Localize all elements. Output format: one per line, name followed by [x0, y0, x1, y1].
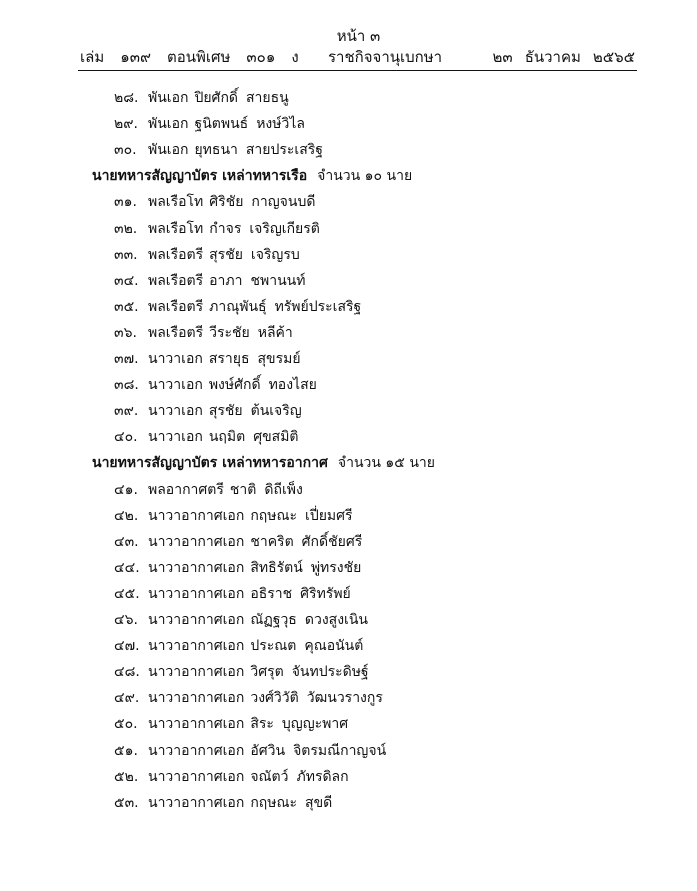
publication-title: ราชกิจจานุเบกษา: [328, 48, 443, 66]
entry-rank: นาวาอากาศเอก: [148, 612, 245, 628]
list-item: [114, 219, 320, 239]
entry-number: ๓๓.: [114, 247, 138, 263]
entry-first-name: ชาคริต: [250, 534, 294, 550]
entry-last-name: วัฒนวรางกูร: [306, 690, 383, 706]
entry-last-name: กาญจนบดี: [251, 194, 316, 210]
header-divider: [78, 70, 637, 71]
list-item: [114, 793, 332, 813]
entry-last-name: คุณอนันต์: [304, 638, 364, 654]
entry-first-name: สุรชัย: [209, 247, 243, 263]
entry-first-name: พงษ์ศักดิ์: [208, 377, 261, 393]
list-item: [114, 714, 348, 734]
entry-last-name: ดวงสูงเนิน: [304, 612, 368, 628]
entry-rank: นาวาอากาศเอก: [148, 664, 245, 680]
entry-number: ๓๑.: [114, 194, 137, 210]
entry-number: ๓๒.: [114, 221, 138, 237]
entry-rank: นาวาเอก: [148, 351, 203, 367]
entry-number: ๓๕.: [114, 299, 139, 315]
date-year: ๒๕๖๕: [592, 48, 635, 66]
issue-number: ๓๐๑: [246, 48, 276, 66]
entry-first-name: ภาณุพันธุ์: [209, 299, 267, 315]
header-date: [493, 45, 635, 69]
entry-last-name: เจริญรบ: [250, 247, 300, 263]
section-heading: [92, 453, 435, 473]
entry-rank: พลเรือตรี: [148, 273, 204, 289]
entry-last-name: จิตรมณีกาญจน์: [293, 743, 387, 759]
entry-first-name: กฤษณะ: [250, 508, 298, 524]
section-count: จำนวน ๑๕ นาย: [337, 455, 435, 471]
entry-last-name: สายธนู: [246, 90, 289, 106]
entry-first-name: ณัฏฐวุธ: [250, 612, 297, 628]
entry-first-name: สิระ: [250, 716, 274, 732]
entry-rank: นาวาอากาศเอก: [148, 534, 245, 550]
volume-label: เล่ม: [80, 48, 105, 66]
list-item: [114, 401, 302, 421]
entry-rank: พลเรือโท: [148, 221, 204, 237]
list-item: [114, 558, 361, 578]
entry-number: ๔๐.: [114, 429, 138, 445]
entry-last-name: สุขดี: [305, 795, 333, 811]
list-item: [114, 88, 289, 108]
entry-rank: พันเอก: [148, 116, 189, 132]
section-heading: [92, 166, 412, 186]
entry-first-name: สรายุธ: [208, 351, 250, 367]
entry-rank: พลเรือตรี: [148, 325, 204, 341]
list-item: [114, 297, 361, 317]
entry-rank: พันเอก: [148, 90, 189, 106]
entry-number: ๕๒.: [114, 769, 139, 785]
gazette-header: [80, 46, 635, 68]
entry-rank: นาวาอากาศเอก: [148, 716, 245, 732]
list-item: [114, 610, 368, 630]
list-item: [114, 532, 362, 552]
entry-first-name: อธิราช: [250, 586, 293, 602]
entry-number: ๔๓.: [114, 534, 139, 550]
entry-last-name: ศักดิ์ชัยศรี: [301, 534, 363, 550]
list-item: [114, 584, 351, 604]
entry-rank: นาวาอากาศเอก: [148, 508, 245, 524]
entry-first-name: สิทธิรัตน์: [250, 560, 303, 576]
page-number: หน้า ๓: [336, 27, 381, 45]
entry-first-name: ชาติ: [229, 482, 257, 498]
entry-last-name: จันทประดิษฐ์: [291, 664, 369, 680]
entry-first-name: ยุทธนา: [194, 142, 238, 158]
entry-rank: นาวาอากาศเอก: [148, 769, 245, 785]
list-item: [114, 741, 386, 761]
date-day: ๒๓: [492, 48, 513, 66]
entry-first-name: วิศรุต: [250, 664, 284, 680]
entry-last-name: เจริญเกียรติ: [249, 221, 320, 237]
entry-rank: พลเรือตรี: [148, 247, 204, 263]
list-item: [114, 114, 305, 134]
entry-number: ๒๙.: [114, 116, 138, 132]
list-item: [114, 767, 349, 787]
entry-rank: นาวาอากาศเอก: [148, 560, 245, 576]
entry-last-name: บุญญะพาศ: [281, 716, 349, 732]
entry-last-name: สุขรมย์: [257, 351, 301, 367]
entry-number: ๕๑.: [114, 743, 138, 759]
entry-last-name: ดิถีเพ็ง: [264, 482, 303, 498]
entry-number: ๓๗.: [114, 351, 139, 367]
entry-number: ๓๐.: [114, 142, 137, 158]
issue-suffix: ง: [291, 48, 299, 66]
entry-last-name: ศุขสมิติ: [253, 429, 299, 445]
list-item: [114, 271, 305, 291]
entry-last-name: พู่ทรงชัย: [310, 560, 362, 576]
header-volume-issue: [80, 45, 299, 69]
entry-first-name: ปิยศักดิ์: [194, 90, 239, 106]
entry-rank: นาวาอากาศเอก: [148, 743, 245, 759]
list-item: [114, 245, 300, 265]
list-item: [114, 662, 369, 682]
entry-last-name: ภัทรดิลก: [296, 769, 349, 785]
entry-number: ๒๘.: [114, 90, 139, 106]
entry-rank: พลเรือโท: [148, 194, 204, 210]
entry-rank: นาวาอากาศเอก: [148, 638, 245, 654]
entry-last-name: หงษ์วิไล: [256, 116, 305, 132]
list-item: [114, 375, 317, 395]
entry-number: ๓๙.: [114, 403, 139, 419]
entry-first-name: กฤษณะ: [250, 795, 298, 811]
list-item: [114, 506, 353, 526]
section-title: นายทหารสัญญาบัตร เหล่าทหารเรือ: [92, 168, 308, 184]
entry-number: ๔๘.: [114, 664, 140, 680]
list-item: [114, 636, 363, 656]
entry-number: ๓๖.: [114, 325, 137, 341]
entry-last-name: ศิริทรัพย์: [300, 586, 351, 602]
list-item: [114, 140, 323, 160]
date-month: ธันวาคม: [524, 48, 581, 66]
entry-rank: นาวาเอก: [148, 377, 203, 393]
volume-number: ๑๓๙: [120, 48, 151, 66]
entry-number: ๔๕.: [114, 586, 140, 602]
entry-number: ๓๔.: [114, 273, 139, 289]
entry-last-name: เปี่ยมศรี: [305, 508, 353, 524]
entry-rank: พันเอก: [148, 142, 189, 158]
section-title: นายทหารสัญญาบัตร เหล่าทหารอากาศ: [92, 455, 328, 471]
entry-first-name: ศิริชัย: [209, 194, 244, 210]
entry-last-name: ทองไสย: [268, 377, 317, 393]
entry-number: ๔๒.: [114, 508, 139, 524]
entry-number: ๓๘.: [114, 377, 139, 393]
entry-last-name: ชพานนท์: [250, 273, 306, 289]
entry-first-name: สุรชัย: [208, 403, 243, 419]
entry-number: ๔๑.: [114, 482, 138, 498]
list-item: [114, 349, 301, 369]
entry-rank: พลเรือตรี: [148, 299, 204, 315]
entry-number: ๕๓.: [114, 795, 139, 811]
entry-first-name: วีระชัย: [209, 325, 250, 341]
entry-last-name: ทรัพย์ประเสริฐ: [274, 299, 362, 315]
entry-last-name: หลีค้า: [257, 325, 293, 341]
list-item: [114, 427, 299, 447]
entry-first-name: วงศ์วิวัติ: [250, 690, 299, 706]
entry-number: ๔๗.: [114, 638, 140, 654]
entry-first-name: ฐนิตพนธ์: [194, 116, 249, 132]
entry-rank: นาวาเอก: [148, 429, 203, 445]
entry-number: ๔๔.: [114, 560, 140, 576]
entry-last-name: สายประเสริฐ: [245, 142, 323, 158]
entry-first-name: อาภา: [209, 273, 243, 289]
entry-rank: นาวาอากาศเอก: [148, 586, 245, 602]
entry-first-name: ประณต: [250, 638, 297, 654]
entry-number: ๕๐.: [114, 716, 138, 732]
entry-first-name: อัศวิน: [250, 743, 286, 759]
issue-label: ตอนพิเศษ: [166, 48, 231, 66]
entry-first-name: จณัตว์: [250, 769, 289, 785]
entry-number: ๔๙.: [114, 690, 140, 706]
entry-number: ๔๖.: [114, 612, 138, 628]
entry-rank: นาวาอากาศเอก: [148, 795, 245, 811]
entry-rank: พลอากาศตรี: [148, 482, 224, 498]
entry-first-name: นฤมิต: [208, 429, 246, 445]
list-item: [114, 323, 293, 343]
entry-rank: นาวาอากาศเอก: [148, 690, 245, 706]
list-item: [114, 688, 383, 708]
section-count: จำนวน ๑๐ นาย: [317, 168, 413, 184]
list-item: [114, 192, 315, 212]
entry-rank: นาวาเอก: [148, 403, 203, 419]
entry-first-name: กำจร: [209, 221, 242, 237]
list-item: [114, 480, 303, 500]
entry-last-name: ต้นเจริญ: [250, 403, 302, 419]
